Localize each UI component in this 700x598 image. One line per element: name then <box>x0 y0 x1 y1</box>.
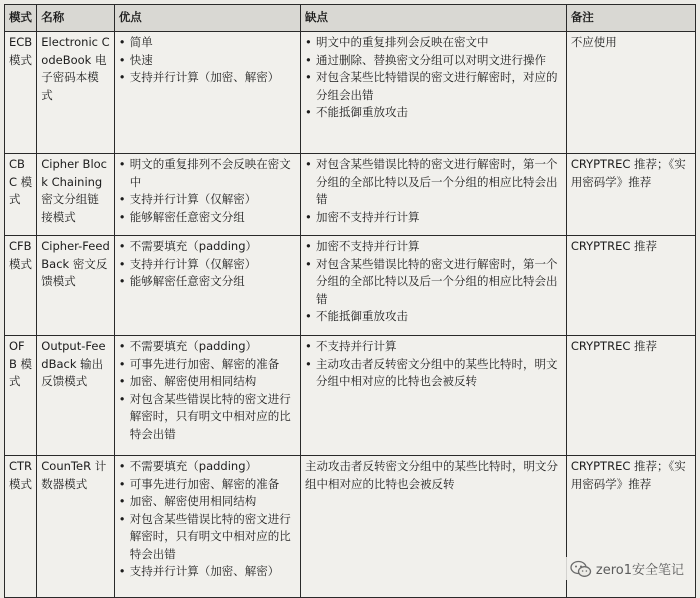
mode-cell: CFB 模式 <box>5 236 37 336</box>
cons-cell: 主动攻击者反转密文分组中的某些比特时，明文分组中相对应的比特也会被反转 <box>300 456 566 598</box>
name-cell: CounTeR 计数器模式 <box>37 456 114 598</box>
pros-cell <box>114 456 300 598</box>
header-mode: 模式 <box>5 5 37 32</box>
name-cell: Electronic CodeBook 电子密码本模式 <box>37 32 114 154</box>
list-item: • 通过删除、替换密文分组可以对明文进行操作 <box>305 52 562 70</box>
list-item: • 对包含某些错误比特的密文进行解密时，第一个分组的全部比特以及后一个分组的相应比特会出错 <box>305 256 562 309</box>
header-cons: 缺点 <box>300 5 566 32</box>
table-row-ofb <box>5 336 696 456</box>
list-item: • 支持并行计算（仅解密） <box>119 191 296 209</box>
list-item: • 主动攻击者反转密文分组中的某些比特时，明文分组中相对应的比特也会被反转 <box>305 356 562 391</box>
list-item: • 不需要填充（padding） <box>119 338 296 356</box>
note-cell: CRYPTREC 推荐 <box>566 336 695 456</box>
wechat-icon <box>570 560 592 578</box>
pros-cell <box>114 336 300 456</box>
list-item: • 不支持并行计算 <box>305 338 562 356</box>
list-item: • 加密不支持并行计算 <box>305 209 562 227</box>
name-cell: Cipher-FeedBack 密文反馈模式 <box>37 236 114 336</box>
list-item: • 支持并行计算（仅解密） <box>119 256 296 274</box>
cons-cell <box>300 336 566 456</box>
list-item: • 不能抵御重放攻击 <box>305 104 562 122</box>
table-row-cbc <box>5 154 696 236</box>
list-item: • 加密、解密使用相同结构 <box>119 373 296 391</box>
mode-cell: CBC 模式 <box>5 154 37 236</box>
list-item: • 对包含某些错误比特的密文进行解密时，只有明文中相对应的比特会出错 <box>119 511 296 564</box>
note-cell: CRYPTREC 推荐；《实用密码学》推荐 <box>566 456 695 598</box>
name-cell: Output-FeedBack 输出反馈模式 <box>37 336 114 456</box>
block-cipher-modes-table <box>4 4 696 598</box>
pros-cell <box>114 32 300 154</box>
header-name: 名称 <box>37 5 114 32</box>
list-item: • 不能抵御重放攻击 <box>305 308 562 326</box>
watermark <box>566 557 688 580</box>
cons-cell <box>300 236 566 336</box>
table-row-ecb <box>5 32 696 154</box>
cons-cell <box>300 32 566 154</box>
header-pros: 优点 <box>114 5 300 32</box>
header-row <box>5 5 696 32</box>
pros-cell <box>114 236 300 336</box>
list-item: • 加密、解密使用相同结构 <box>119 493 296 511</box>
list-item: • 不需要填充（padding） <box>119 458 296 476</box>
list-item: • 简单 <box>119 34 296 52</box>
list-item: • 可事先进行加密、解密的准备 <box>119 356 296 374</box>
list-item: • 明文中的重复排列会反映在密文中 <box>305 34 562 52</box>
header-note: 备注 <box>566 5 695 32</box>
list-item: • 可事先进行加密、解密的准备 <box>119 476 296 494</box>
note-cell: CRYPTREC 推荐 <box>566 236 695 336</box>
list-item: • 能够解密任意密文分组 <box>119 209 296 227</box>
list-item: • 不需要填充（padding） <box>119 238 296 256</box>
watermark-text: zero1安全笔记 <box>595 563 684 578</box>
mode-cell: ECB 模式 <box>5 32 37 154</box>
list-item: • 能够解密任意密文分组 <box>119 273 296 291</box>
name-cell: Cipher Block Chaining 密文分组链接模式 <box>37 154 114 236</box>
cons-cell <box>300 154 566 236</box>
list-item: • 对包含某些比特错误的密文进行解密时，对应的分组会出错 <box>305 69 562 104</box>
list-item: • 加密不支持并行计算 <box>305 238 562 256</box>
list-item: • 支持并行计算（加密、解密） <box>119 69 296 87</box>
list-item: • 对包含某些错误比特的密文进行解密时，只有明文中相对应的比特会出错 <box>119 391 296 444</box>
list-item: • 对包含某些错误比特的密文进行解密时，第一个分组的全部比特以及后一个分组的相应比特会出错 <box>305 156 562 209</box>
list-item: • 快速 <box>119 52 296 70</box>
list-item: • 支持并行计算（加密、解密） <box>119 563 296 581</box>
table-row-cfb <box>5 236 696 336</box>
note-cell: 不应使用 <box>566 32 695 154</box>
list-item: • 明文的重复排列不会反映在密文中 <box>119 156 296 191</box>
mode-cell: OFB 模式 <box>5 336 37 456</box>
pros-cell <box>114 154 300 236</box>
mode-cell: CTR 模式 <box>5 456 37 598</box>
note-cell: CRYPTREC 推荐；《实用密码学》推荐 <box>566 154 695 236</box>
